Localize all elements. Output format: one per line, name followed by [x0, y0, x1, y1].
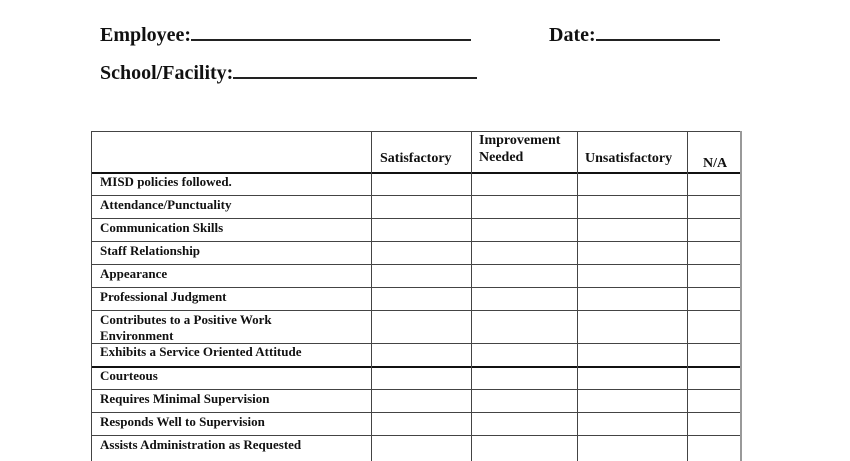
header-improvement-needed-line1: Improvement [479, 133, 561, 148]
row-label: Contributes to a Positive Work [100, 312, 272, 327]
date-label: Date: [549, 24, 596, 46]
column-divider [371, 131, 372, 461]
table-border-top [91, 131, 741, 132]
row-label: Staff Relationship [100, 243, 201, 258]
column-divider [577, 131, 578, 461]
date-field [549, 23, 720, 47]
row-label: Attendance/Punctuality [100, 197, 232, 212]
row-label: Courteous [100, 368, 158, 383]
header-unsatisfactory: Unsatisfactory [585, 151, 673, 166]
row-divider [91, 412, 741, 413]
table-border-left [91, 131, 92, 461]
date-input-line[interactable] [596, 23, 720, 41]
header-improvement-needed-line2: Needed [479, 150, 524, 165]
row-divider [91, 435, 741, 436]
employee-input-line[interactable] [191, 23, 471, 41]
row-divider [91, 310, 741, 311]
school-facility-input-line[interactable] [233, 61, 477, 79]
row-divider [91, 264, 741, 265]
header-na: N/A [703, 156, 728, 171]
school-facility-field [100, 61, 477, 85]
row-divider [91, 287, 741, 288]
row-divider [91, 389, 741, 390]
row-label: Requires Minimal Supervision [100, 391, 270, 406]
school-facility-label: School/Facility: [100, 62, 234, 84]
row-label: Assists Administration as Requested [100, 437, 302, 452]
employee-label: Employee: [100, 24, 192, 46]
row-label: Exhibits a Service Oriented Attitude [100, 344, 302, 359]
employee-field [100, 23, 471, 47]
row-divider [91, 241, 741, 242]
evaluation-table [91, 131, 741, 461]
column-divider [687, 131, 688, 461]
column-divider [471, 131, 472, 461]
row-label: Responds Well to Supervision [100, 414, 265, 429]
row-divider [91, 195, 741, 196]
table-border-right [740, 131, 742, 461]
row-divider [91, 218, 741, 219]
row-label: Appearance [100, 266, 168, 281]
row-label: Communication Skills [100, 220, 224, 235]
row-label: MISD policies followed. [100, 174, 232, 189]
row-label: Professional Judgment [100, 289, 227, 304]
row-divider [91, 366, 741, 368]
row-label-continued: Environment [100, 328, 174, 343]
header-satisfactory: Satisfactory [380, 151, 452, 166]
